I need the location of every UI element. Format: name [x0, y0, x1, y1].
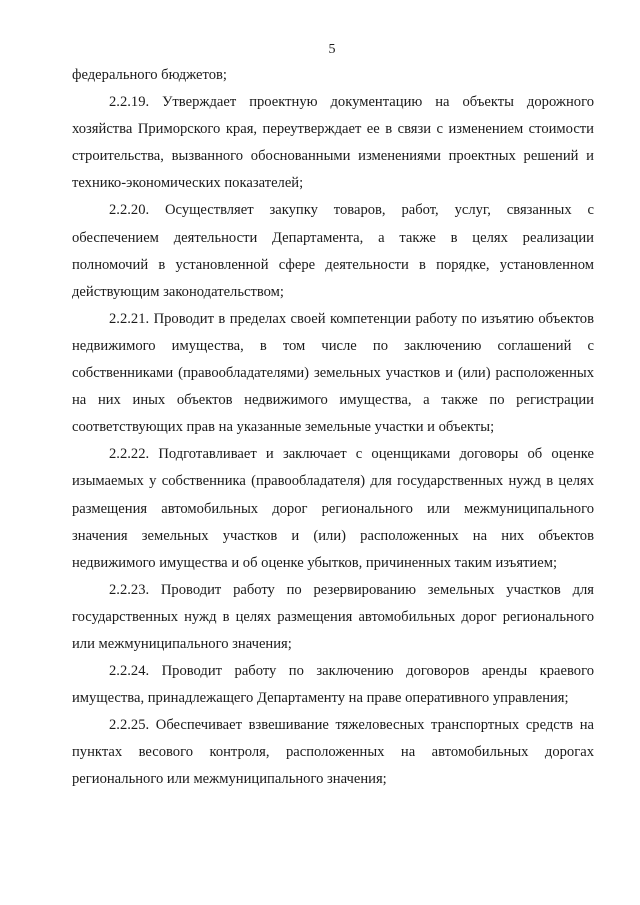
paragraph-2-2-20: 2.2.20. Осуществляет закупку товаров, работ, услуг, связанных с обеспечением деятельности Департамента, а также в целях реализации полномочий в установленной сфере деятельности в порядке, установленном действующим законодательством;	[72, 202, 594, 300]
document-body	[72, 62, 594, 794]
paragraph-continuation: федерального бюджетов;	[72, 67, 227, 83]
paragraph-2-2-22: 2.2.22. Подготавливает и заключает с оценщиками договоры об оценке изымаемых у собственника (правообладателя) для государственных нужд в целях размещения автомобильных дорог регионального или межмуниципального значения земельных участков и (или) расположенных на них объектов недвижимого имущества и об оценке убытков, причиненных таким изъятием;	[72, 446, 594, 571]
paragraph-2-2-24: 2.2.24. Проводит работу по заключению договоров аренды краевого имущества, принадлежащего Департаменту на праве оперативного управления;	[72, 663, 594, 707]
paragraph-2-2-19: 2.2.19. Утверждает проектную документацию на объекты дорожного хозяйства Приморского края, переутверждает ее в связи с изменением стоимости строительства, вызванного обоснованными изменениями проектных решений и технико-экономических показателей;	[72, 94, 594, 192]
paragraph-2-2-25: 2.2.25. Обеспечивает взвешивание тяжеловесных транспортных средств на пунктах весового контроля, расположенных на автомобильных дорогах регионального или межмуниципального значения;	[72, 717, 594, 788]
paragraph-2-2-23: 2.2.23. Проводит работу по резервированию земельных участков для государственных нужд в целях размещения автомобильных дорог регионального или межмуниципального значения;	[72, 581, 594, 652]
page-number: 5	[328, 42, 336, 57]
paragraph-2-2-21: 2.2.21. Проводит в пределах своей компетенции работу по изъятию объектов недвижимого имущества, в том числе по заключению соглашений с собственниками (правообладателями) земельных участков и (или) расположенных на них иных объектов недвижимого имущества, а также по регистрации соответствующих прав на указанные земельные участки и объекты;	[72, 310, 594, 436]
